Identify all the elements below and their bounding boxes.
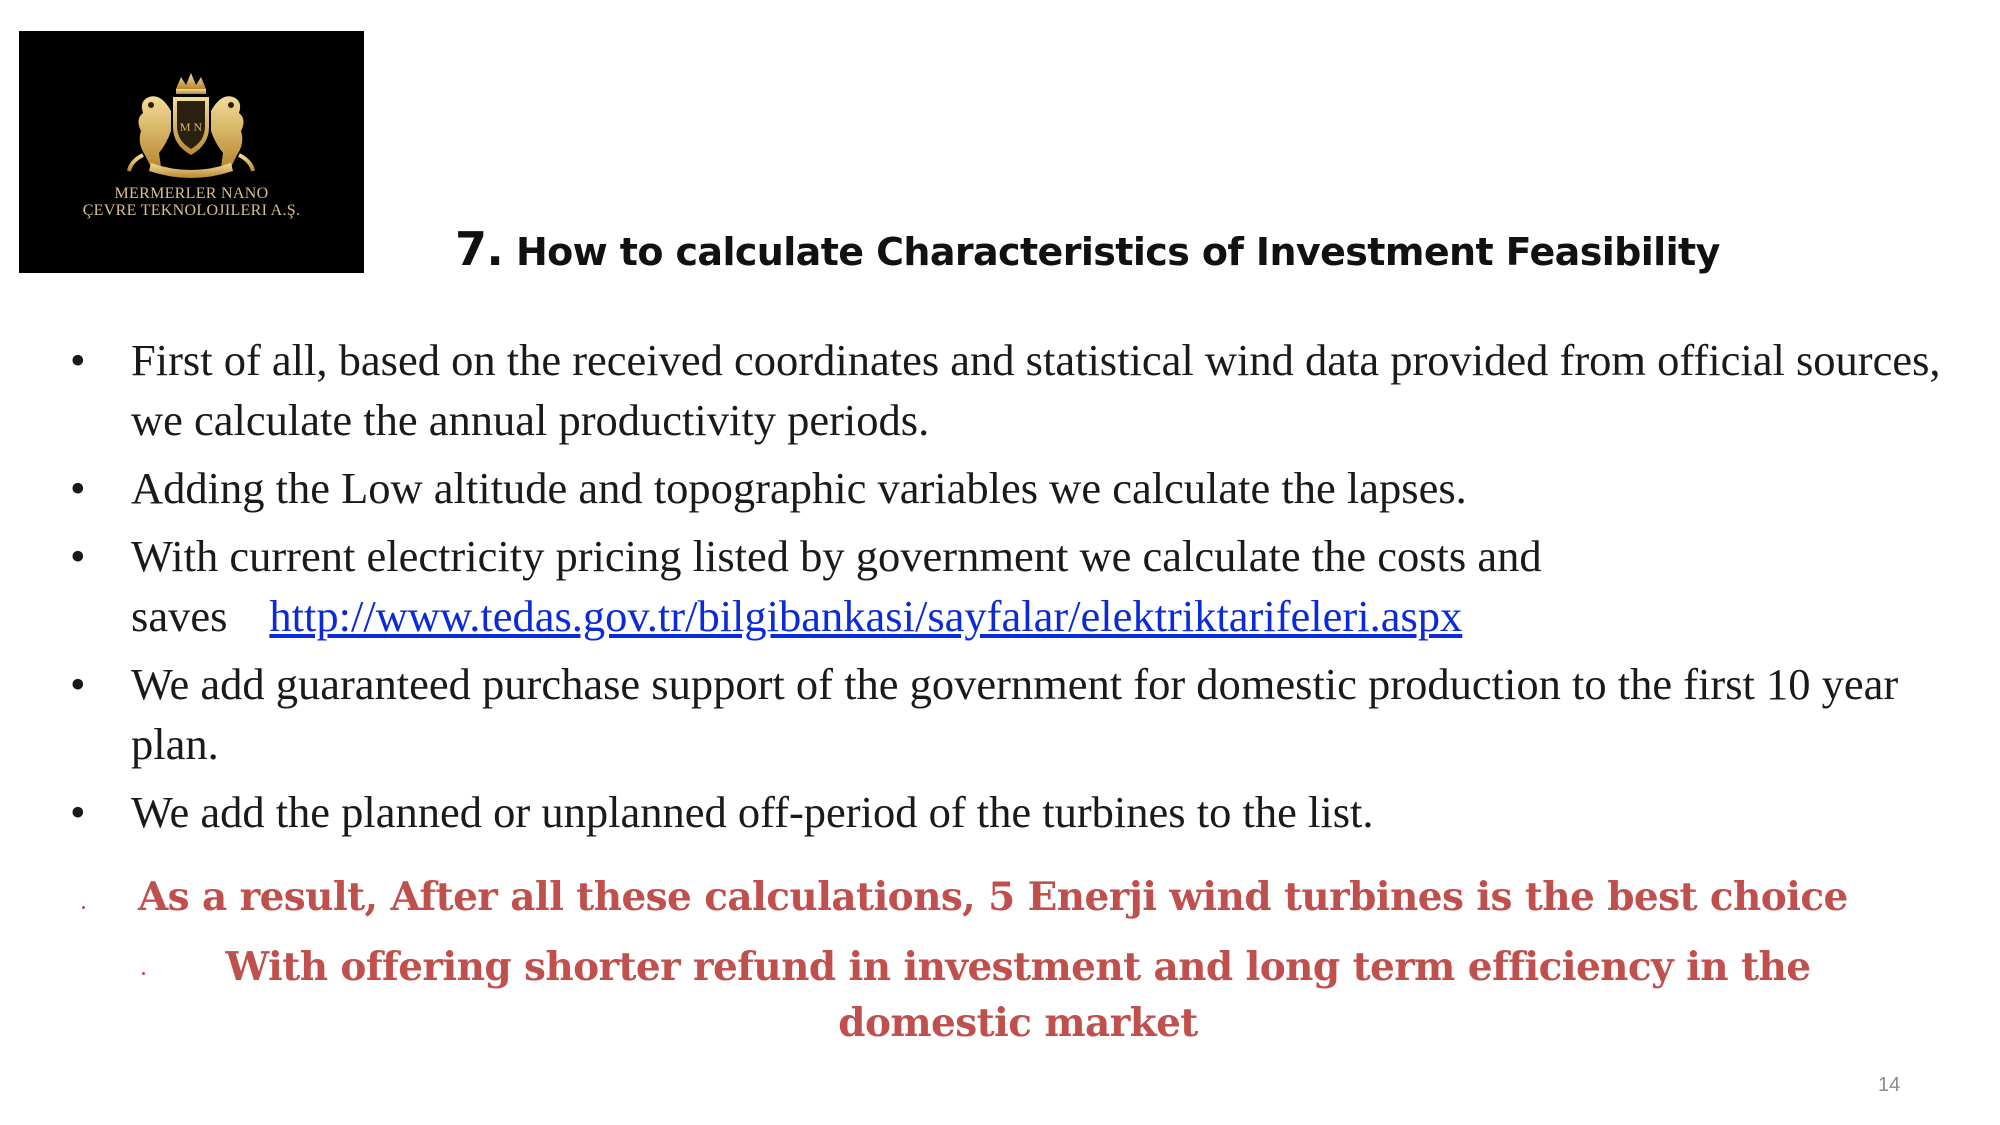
bullet-text: We add guaranteed purchase support of the government for domestic production to the first 10 year plan. xyxy=(131,659,1899,769)
tariff-link[interactable]: http://www.tedas.gov.tr/bilgibankasi/sayfalar/elektriktarifeleri.aspx xyxy=(269,591,1463,641)
result-detail: With offering shorter refund in investment and long term efficiency in the domestic market xyxy=(225,944,1811,1046)
bullet-text: We add the planned or unplanned off-period of the turbines to the list. xyxy=(131,787,1374,837)
bullet-item xyxy=(70,654,1950,774)
page-number: 14 xyxy=(1878,1074,1901,1096)
slide-title xyxy=(455,222,1720,276)
bullet-list xyxy=(70,330,1950,850)
company-logo xyxy=(19,31,364,273)
bullet-item xyxy=(70,782,1950,842)
title-number: 7. xyxy=(455,222,504,276)
logo-text-line-1: MERMERLER NANO xyxy=(114,185,269,202)
title-text: How to calculate Characteristics of Investment Feasibility xyxy=(515,230,1720,274)
logo-text-line-2: ÇEVRE TEKNOLOJILERI A.Ş. xyxy=(82,202,301,219)
bullet-text: First of all, based on the received coordinates and statistical wind data provided from official sources, we calculate the annual productivity periods. xyxy=(131,335,1941,445)
svg-text:M N: M N xyxy=(179,120,203,134)
bullet-text: With current electricity pricing listed by government we calculate the costs and saves xyxy=(131,531,1542,641)
bullet-item xyxy=(70,330,1950,450)
result-statement: As a result, After all these calculations, 5 Enerji wind turbines is the best choice xyxy=(138,874,1848,920)
lion-crest-icon xyxy=(121,71,261,181)
bullet-item xyxy=(70,526,1950,646)
bullet-item xyxy=(70,458,1950,518)
bullet-dot xyxy=(82,906,85,909)
bullet-text: Adding the Low altitude and topographic variables we calculate the lapses. xyxy=(131,463,1467,513)
